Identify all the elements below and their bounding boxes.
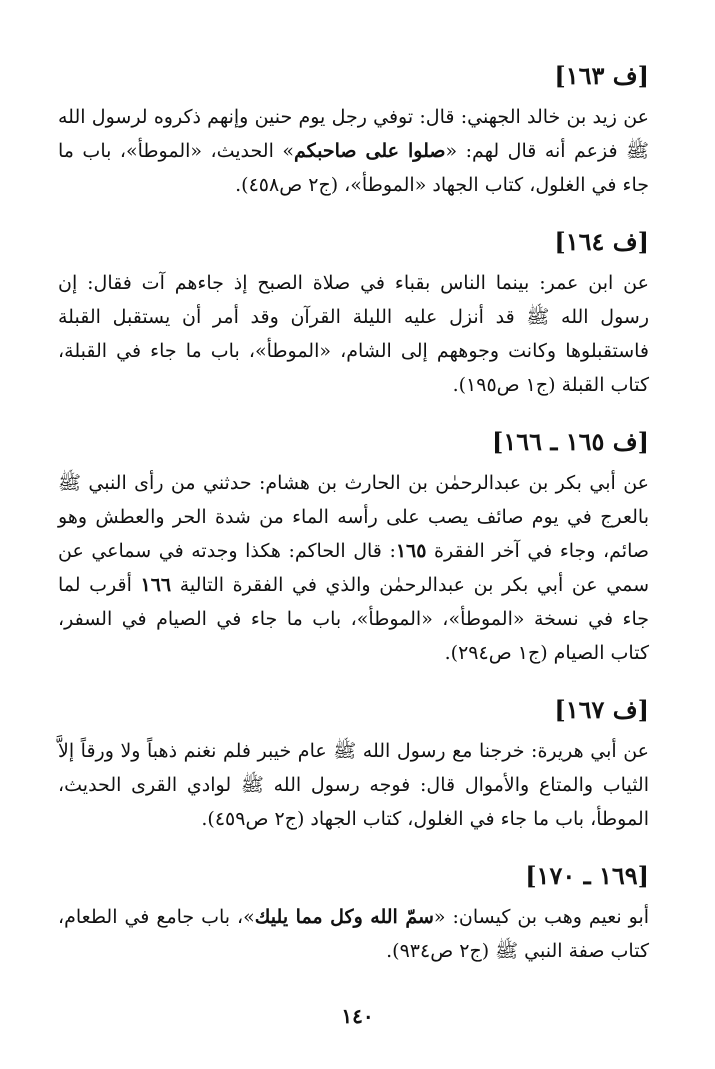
entry-text xyxy=(58,100,649,202)
entry-heading: [ف ١٦٣] xyxy=(554,61,649,90)
entry-text xyxy=(58,466,649,670)
paragraph-reference: ١٦٥ xyxy=(395,540,427,562)
entry-heading: [ف ١٦٥ ـ ١٦٦] xyxy=(491,427,649,456)
text-segment: » الحديث، «الموطأ»، باب ما جاء في الغلول، كتاب الجهاد «الموطأ»، (ج٢ ص٤٥٨). xyxy=(58,140,649,196)
entry-text xyxy=(58,900,649,968)
entry-heading: [ف ١٦٧] xyxy=(554,695,649,724)
entry-165-166 xyxy=(58,424,649,670)
entry-text: عن أبي هريرة: خرجنا مع رسول الله ﷺ عام خيبر فلم نغنم ذهباً ولا ورقاً إلاَّ الثياب والمتاع والأموال قال: فوجه رسول الله ﷺ لوادي القرى الحديث، الموطأ، باب ما جاء في الغلول، كتاب الجهاد (ج٢ ص٤٥٩). xyxy=(58,740,649,830)
page-number: ١٤٠ xyxy=(341,1004,374,1028)
text-segment: عن أبي بكر بن عبدالرحمٰن بن الحارث بن هشام: حدثني من رأى النبي ﷺ بالعرج في يوم صائف يصب على رأسه الماء من شدة الحر والعطش وهو صائم، وجاء في آخر الفقرة xyxy=(58,472,649,562)
entry-heading: [ف ١٦٤] xyxy=(554,227,649,256)
quoted-hadith: سمّ الله وكل مما يليك xyxy=(254,906,434,928)
text-segment: أبو نعيم وهب بن كيسان: « xyxy=(433,906,650,928)
entry-text: عن ابن عمر: بينما الناس بقباء في صلاة الصبح إذ جاءهم آت فقال: إن رسول الله ﷺ قد أنزل عليه الليلة القرآن وقد أمر أن يستقبل القبلة فاستقبلوها وكانت وجوههم إلى الشام، «الموطأ»، باب ما جاء في القبلة، كتاب القبلة (ج١ ص١٩٥). xyxy=(58,272,649,396)
entry-heading: [١٦٩ ـ ١٧٠] xyxy=(525,861,649,890)
entry-169-170 xyxy=(58,858,649,968)
entry-163 xyxy=(58,58,649,202)
text-segment: عن زيد بن خالد الجهني: قال: توفي رجل يوم حنين وإنهم ذكروه لرسول الله ﷺ فزعم أنه قال لهم: « xyxy=(58,106,649,162)
quoted-hadith: صلوا على صاحبكم xyxy=(293,140,446,162)
text-segment: »، باب جامع في الطعام، كتاب صفة النبي ﷺ (ج٢ ص٩٣٤). xyxy=(58,906,649,962)
entry-164 xyxy=(58,224,649,402)
text-segment: : قال الحاكم: هكذا وجدته في سماعي عن سمي عن أبي بكر بن عبدالرحمٰن والذي في الفقرة التالية xyxy=(58,540,649,596)
paragraph-reference: ١٦٦ xyxy=(140,574,172,596)
text-segment: أقرب لما جاء في نسخة «الموطأ»، «الموطأ»، باب ما جاء في الصيام في السفر، كتاب الصيام (ج١ ص٢٩٤). xyxy=(58,574,649,664)
entry-167 xyxy=(58,692,649,836)
